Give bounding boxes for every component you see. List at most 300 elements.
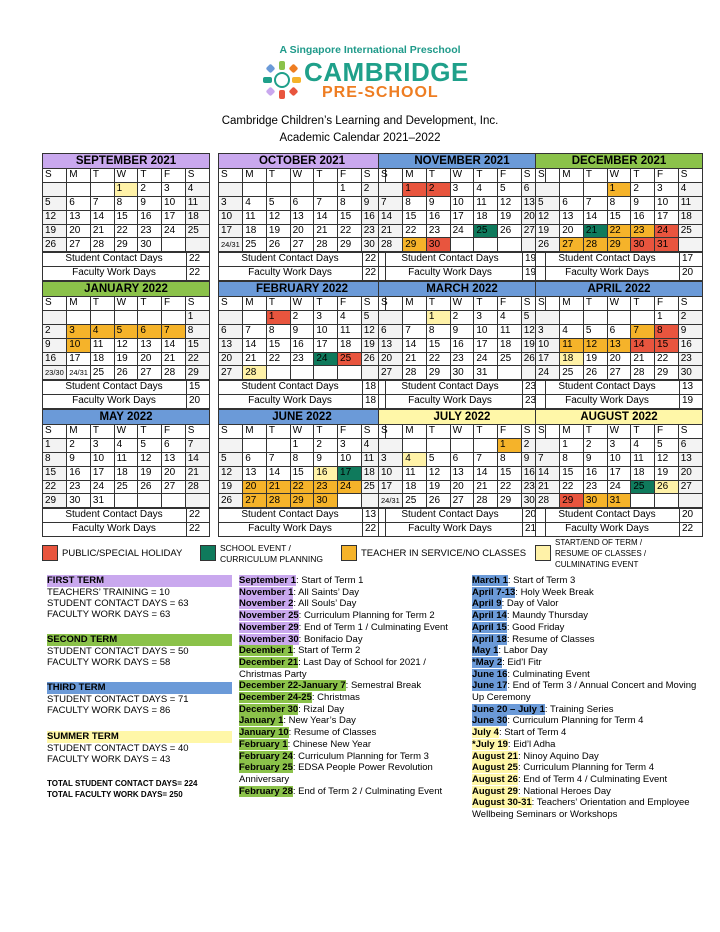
stat-value: 22 (186, 267, 209, 280)
day-cell: 21 (266, 480, 290, 494)
event-item (472, 587, 708, 599)
day-cell: 1 (338, 182, 362, 196)
day-cell: 20 (450, 480, 474, 494)
weekday-header: S (43, 297, 67, 310)
day-cell (607, 310, 631, 324)
day-cell: 10 (162, 196, 186, 210)
event-item (239, 680, 471, 692)
stat-value: 13 (362, 509, 385, 522)
day-cell: 29 (43, 494, 67, 508)
day-cell: 7 (314, 196, 338, 210)
day-cell: 14 (536, 466, 560, 480)
day-cell: 1 (655, 310, 679, 324)
day-cell: 31 (655, 238, 679, 252)
day-cell: 17 (474, 338, 498, 352)
day-cell: 12 (138, 452, 162, 466)
weekday-header: S (185, 425, 209, 438)
stat-value: 18 (362, 395, 385, 408)
day-cell: 6 (450, 452, 474, 466)
weekday-header: F (655, 169, 679, 182)
summer-term-title: SUMMER TERM (47, 731, 232, 743)
faculty-work-row (379, 394, 545, 408)
day-cell: 3 (314, 310, 338, 324)
event-item (472, 645, 708, 657)
day-cell: 24 (536, 366, 560, 380)
day-cell: 7 (536, 452, 560, 466)
weekday-header: M (403, 169, 427, 182)
legend-school-event-1: SCHOOL EVENT / (220, 543, 291, 553)
event-text: : National Heroes Day (517, 785, 611, 797)
stat-value: 23 (522, 381, 545, 394)
month-calendar (535, 409, 703, 537)
day-cell: 11 (185, 196, 209, 210)
event-item (239, 715, 471, 727)
event-text: : Curriculum Planning for Term 4 (517, 762, 654, 774)
day-cell: 15 (607, 210, 631, 224)
day-cell: 3 (338, 438, 362, 452)
event-date: June 17 (472, 680, 508, 692)
day-cell: 14 (474, 466, 498, 480)
day-cell: 16 (138, 210, 162, 224)
day-cell: 29 (338, 238, 362, 252)
legend-school-event-2: CURRICULUM PLANNING (220, 554, 323, 564)
day-cell: 10 (536, 338, 560, 352)
weekday-header: T (90, 425, 114, 438)
day-cell: 19 (498, 210, 522, 224)
school-event-swatch (200, 545, 216, 561)
day-cell: 24 (474, 352, 498, 366)
student-contact-row (379, 252, 545, 266)
day-cell: 7 (90, 196, 114, 210)
term-marker-swatch (535, 545, 551, 561)
day-cell: 3 (536, 324, 560, 338)
day-cell: 28 (185, 480, 209, 494)
day-cell: 12 (361, 324, 385, 338)
day-cell (114, 494, 138, 508)
day-cell: 15 (560, 466, 584, 480)
day-cell: 18 (90, 352, 114, 366)
day-cell (266, 438, 290, 452)
month-title: MARCH 2022 (379, 282, 545, 297)
day-cell: 15 (498, 466, 522, 480)
day-cell: 23 (426, 224, 450, 238)
event-item (239, 575, 471, 587)
day-cell: 29 (655, 366, 679, 380)
day-cell: 3 (219, 196, 243, 210)
day-cell: 11 (678, 196, 702, 210)
holiday-swatch (42, 545, 58, 561)
stat-value: 17 (679, 253, 702, 266)
day-cell (243, 438, 267, 452)
day-cell: 17 (90, 466, 114, 480)
weekday-header: T (266, 169, 290, 182)
first-term-training: TEACHERS’ TRAINING = 10 (47, 587, 170, 598)
day-cell: 19 (138, 466, 162, 480)
day-cell: 4 (185, 182, 209, 196)
event-date: May 1 (472, 645, 499, 657)
event-item (472, 575, 708, 587)
day-cell (498, 366, 522, 380)
day-cell: 4 (560, 324, 584, 338)
event-text: : Resume of Classes (506, 633, 595, 645)
day-cell: 6 (67, 196, 91, 210)
day-cell: 10 (450, 196, 474, 210)
day-cell: 27 (450, 494, 474, 508)
weekday-header: T (266, 297, 290, 310)
event-item (472, 774, 708, 786)
event-text: : Culminating Event (507, 668, 590, 680)
event-date: February 28 (239, 785, 293, 797)
event-text: : Curriculum Planning for Term 4 (507, 715, 644, 727)
day-cell: 29 (290, 494, 314, 508)
faculty-work-row (536, 394, 702, 408)
day-cell: 5 (361, 310, 385, 324)
event-item (472, 704, 708, 716)
day-cell: 20 (678, 466, 702, 480)
student-contact-row (43, 252, 209, 266)
day-cell: 12 (266, 210, 290, 224)
day-cell: 13 (138, 338, 162, 352)
legend-inservice: TEACHER IN SERVICE/NO CLASSES (361, 548, 527, 559)
weekday-header: W (114, 425, 138, 438)
day-cell: 25 (474, 224, 498, 238)
day-cell: 30 (521, 494, 545, 508)
day-cell: 26 (138, 480, 162, 494)
stat-label: Student Contact Days (401, 509, 499, 521)
month-title: MAY 2022 (43, 410, 209, 425)
day-cell: 27 (678, 480, 702, 494)
weekday-header: T (426, 169, 450, 182)
day-cell: 20 (521, 210, 545, 224)
day-cell: 16 (314, 466, 338, 480)
weekday-header: F (498, 169, 522, 182)
stat-value: 22 (362, 253, 385, 266)
event-text: : All Saints’ Day (293, 586, 360, 598)
weekday-header: M (67, 169, 91, 182)
day-cell: 12 (114, 338, 138, 352)
day-cell: 6 (379, 324, 403, 338)
day-cell: 20 (607, 352, 631, 366)
event-text: : EDSA People Power Revolution Anniversary (239, 762, 433, 785)
event-item (472, 739, 708, 751)
day-cell: 10 (67, 338, 91, 352)
day-cell: 22 (403, 224, 427, 238)
day-cell (219, 310, 243, 324)
day-cell: 25 (403, 494, 427, 508)
day-cell: 16 (361, 210, 385, 224)
day-cell: 29 (607, 238, 631, 252)
day-cell: 14 (266, 466, 290, 480)
day-cell: 14 (90, 210, 114, 224)
event-text: : Eid’l Fitr (502, 656, 542, 668)
day-cell (631, 310, 655, 324)
stat-value: 22 (679, 523, 702, 536)
month-title: APRIL 2022 (536, 282, 702, 297)
event-text: : Chinese New Year (287, 738, 372, 750)
day-cell: 26 (266, 238, 290, 252)
event-item (239, 622, 471, 634)
weekday-header: T (631, 169, 655, 182)
weekday-header: S (536, 169, 560, 182)
day-cell: 11 (403, 466, 427, 480)
weekday-header: S (521, 425, 545, 438)
day-cell: 30 (138, 238, 162, 252)
event-date: January 10 (239, 727, 289, 739)
weekday-header: M (560, 297, 584, 310)
day-cell: 11 (114, 452, 138, 466)
weekday-header: S (678, 169, 702, 182)
month-calendar (42, 281, 210, 409)
day-cell: 9 (43, 338, 67, 352)
day-cell: 14 (314, 210, 338, 224)
weekday-header: S (185, 169, 209, 182)
weekday-header: S (43, 169, 67, 182)
day-cell: 30 (583, 494, 607, 508)
day-cell: 12 (583, 338, 607, 352)
day-cell: 23 (314, 480, 338, 494)
stat-value: 20 (186, 395, 209, 408)
day-cell: 22 (43, 480, 67, 494)
day-cell (450, 238, 474, 252)
day-cell: 21 (583, 224, 607, 238)
day-cell: 5 (583, 324, 607, 338)
day-cell: 2 (521, 438, 545, 452)
event-item (472, 715, 708, 727)
day-cell: 18 (560, 352, 584, 366)
day-cell: 15 (338, 210, 362, 224)
event-date: *May 2 (472, 656, 503, 668)
weekday-header: S (185, 297, 209, 310)
day-cell (162, 238, 186, 252)
day-cell: 12 (536, 210, 560, 224)
day-cell: 21 (162, 352, 186, 366)
event-date: April 15 (472, 621, 507, 633)
event-date: November 29 (239, 621, 299, 633)
weekday-header: F (338, 297, 362, 310)
day-cell: 8 (185, 324, 209, 338)
event-item (472, 657, 708, 669)
second-term-contact: STUDENT CONTACT DAYS = 50 (47, 646, 189, 657)
weekday-header: F (162, 297, 186, 310)
day-cell: 5 (138, 438, 162, 452)
event-item (472, 751, 708, 763)
student-contact-row (536, 252, 702, 266)
event-text: : End of Term 4 / Culminating Event (517, 773, 668, 785)
day-cell: 10 (607, 452, 631, 466)
day-cell: 1 (185, 310, 209, 324)
day-cell: 11 (560, 338, 584, 352)
day-cell: 6 (560, 196, 584, 210)
day-cell: 23 (583, 480, 607, 494)
day-cell: 10 (379, 466, 403, 480)
doc-title: Academic Calendar 2021–2022 (279, 132, 441, 144)
first-term-title: FIRST TERM (47, 575, 232, 587)
day-cell: 20 (219, 352, 243, 366)
event-item (239, 762, 471, 785)
day-cell: 13 (290, 210, 314, 224)
weekday-header: S (361, 169, 385, 182)
second-term-title: SECOND TERM (47, 634, 232, 646)
stat-label: Student Contact Days (558, 509, 656, 521)
day-cell: 8 (655, 324, 679, 338)
day-cell: 28 (243, 366, 267, 380)
day-cell: 4 (361, 438, 385, 452)
day-cell: 3 (450, 182, 474, 196)
event-date: December 24-25 (239, 692, 312, 704)
day-cell: 24 (450, 224, 474, 238)
day-cell: 30 (67, 494, 91, 508)
weekday-header: S (521, 169, 545, 182)
day-cell: 9 (631, 196, 655, 210)
day-cell: 13 (521, 196, 545, 210)
day-cell: 8 (290, 452, 314, 466)
total-work-days: TOTAL FACULTY WORK DAYS= 250 (47, 790, 183, 799)
month-calendar (218, 281, 386, 409)
events-column-3 (472, 575, 708, 821)
weekday-header: T (90, 169, 114, 182)
day-cell (655, 494, 679, 508)
day-cell: 9 (67, 452, 91, 466)
event-date: August 26 (472, 773, 518, 785)
day-cell: 18 (474, 210, 498, 224)
stat-value: 21 (522, 523, 545, 536)
day-cell (403, 310, 427, 324)
event-item (239, 645, 471, 657)
day-cell: 3 (67, 324, 91, 338)
day-cell: 7 (379, 196, 403, 210)
day-cell: 5 (655, 438, 679, 452)
stat-label: Faculty Work Days (408, 395, 492, 407)
day-cell: 1 (607, 182, 631, 196)
day-cell: 4 (338, 310, 362, 324)
weekday-header: F (162, 425, 186, 438)
day-cell: 28 (536, 494, 560, 508)
student-contact-row (379, 380, 545, 394)
day-cell: 27 (219, 366, 243, 380)
day-cell: 11 (361, 452, 385, 466)
weekday-header: F (655, 425, 679, 438)
day-cell: 10 (314, 324, 338, 338)
day-cell (536, 438, 560, 452)
day-cell: 28 (631, 366, 655, 380)
faculty-work-row (536, 522, 702, 536)
month-title: FEBRUARY 2022 (219, 282, 385, 297)
day-cell: 25 (338, 352, 362, 366)
event-item (472, 680, 708, 703)
day-cell: 19 (536, 224, 560, 238)
event-text: : Holy Week Break (515, 586, 594, 598)
day-cell: 4 (631, 438, 655, 452)
day-cell: 20 (290, 224, 314, 238)
day-cell: 7 (631, 324, 655, 338)
event-date: March 1 (472, 575, 508, 586)
day-cell: 10 (219, 210, 243, 224)
day-cell: 20 (560, 224, 584, 238)
weekday-header: W (450, 169, 474, 182)
day-cell: 29 (403, 238, 427, 252)
day-cell: 23 (631, 224, 655, 238)
faculty-work-row (219, 522, 385, 536)
month-title: JULY 2022 (379, 410, 545, 425)
day-cell: 15 (290, 466, 314, 480)
stat-label: Faculty Work Days (72, 267, 156, 279)
student-contact-row (43, 380, 209, 394)
day-cell: 18 (361, 466, 385, 480)
day-cell: 26 (536, 238, 560, 252)
day-cell: 14 (243, 338, 267, 352)
third-term-title: THIRD TERM (47, 682, 232, 694)
month-calendar (42, 409, 210, 537)
day-cell: 22 (114, 224, 138, 238)
event-text: : Resume of Classes (288, 727, 377, 739)
day-cell (314, 182, 338, 196)
day-cell (43, 182, 67, 196)
day-cell: 24 (90, 480, 114, 494)
day-cell: 18 (403, 480, 427, 494)
day-cell: 6 (219, 324, 243, 338)
event-item (472, 762, 708, 774)
day-cell: 19 (361, 338, 385, 352)
stat-value: 18 (362, 381, 385, 394)
event-text: : Good Friday (506, 621, 565, 633)
month-calendar (42, 153, 210, 281)
day-cell: 1 (426, 310, 450, 324)
month-title: DECEMBER 2021 (536, 154, 702, 169)
day-cell: 7 (403, 324, 427, 338)
day-cell: 9 (138, 196, 162, 210)
third-term-contact: STUDENT CONTACT DAYS = 71 (47, 694, 189, 705)
day-cell: 7 (162, 324, 186, 338)
stat-label: Student Contact Days (558, 253, 656, 265)
day-cell: 17 (338, 466, 362, 480)
day-cell (219, 438, 243, 452)
day-cell: 31 (474, 366, 498, 380)
faculty-work-row (219, 394, 385, 408)
event-text: : Start of Term 3 (507, 575, 576, 586)
event-date: November 25 (239, 610, 299, 622)
event-date: August 29 (472, 785, 518, 797)
weekday-header: W (290, 169, 314, 182)
weekday-header: T (314, 425, 338, 438)
day-cell: 9 (426, 196, 450, 210)
day-cell: 18 (114, 466, 138, 480)
day-cell: 23 (67, 480, 91, 494)
weekday-header: S (361, 425, 385, 438)
weekday-header: F (655, 297, 679, 310)
day-cell: 22 (185, 352, 209, 366)
weekday-header: S (361, 297, 385, 310)
day-cell (536, 182, 560, 196)
day-cell: 11 (90, 338, 114, 352)
day-cell: 13 (219, 338, 243, 352)
day-cell: 8 (607, 196, 631, 210)
day-cell (243, 310, 267, 324)
stat-label: Faculty Work Days (408, 523, 492, 535)
day-cell: 1 (403, 182, 427, 196)
day-cell: 2 (43, 324, 67, 338)
weekday-header: F (498, 297, 522, 310)
day-cell: 2 (631, 182, 655, 196)
day-cell: 20 (379, 352, 403, 366)
day-cell: 25 (185, 224, 209, 238)
weekday-header: S (379, 297, 403, 310)
day-cell: 23 (361, 224, 385, 238)
weekday-header: M (403, 425, 427, 438)
event-item (472, 797, 708, 820)
day-cell: 17 (655, 210, 679, 224)
month-title: JUNE 2022 (219, 410, 385, 425)
day-cell (138, 310, 162, 324)
